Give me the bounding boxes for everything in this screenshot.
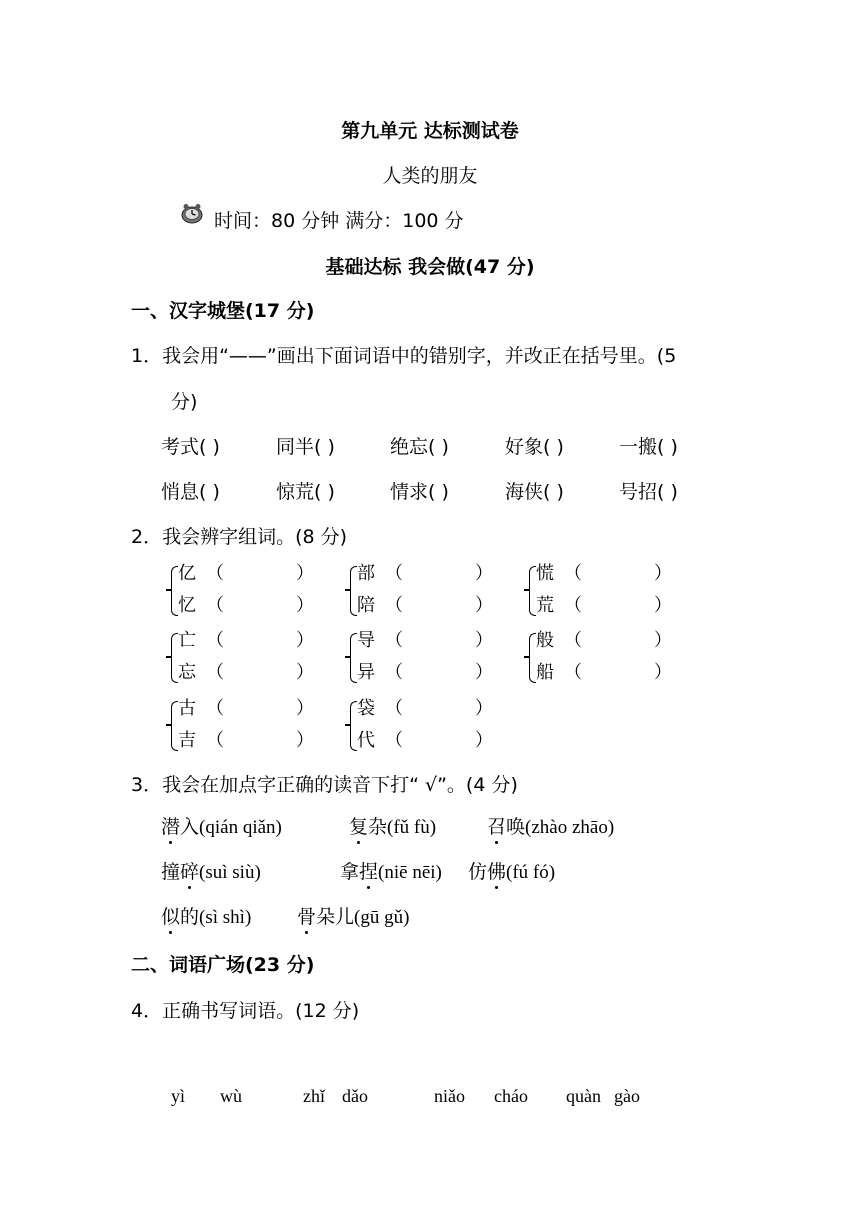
- pinyin-options: (suì siù): [199, 862, 261, 883]
- brace: [171, 701, 178, 751]
- correction-item[interactable]: 一搬( ): [619, 436, 678, 458]
- open-paren: （: [385, 595, 403, 616]
- pronunciation-item[interactable]: [487, 812, 614, 839]
- document-title: 第九单元 达标测试卷: [341, 120, 519, 142]
- pinyin-options: (qián qiǎn): [199, 817, 282, 838]
- correction-item[interactable]: 海侠( ): [505, 481, 564, 503]
- clock-icon: [180, 203, 204, 225]
- open-paren: （: [385, 563, 403, 584]
- answer-blank[interactable]: [385, 693, 493, 725]
- section-heading: 二、词语广场(23 分): [131, 954, 315, 976]
- character: 忘: [178, 662, 196, 683]
- word-prefix: 拿: [340, 861, 360, 883]
- answer-blank[interactable]: [564, 657, 672, 689]
- character: 部: [357, 563, 375, 584]
- word-pair-row[interactable]: [357, 725, 493, 757]
- dotted-character: 复: [349, 812, 368, 839]
- word-pair: [536, 625, 672, 689]
- word-pair-row[interactable]: [357, 693, 493, 725]
- dotted-character: 碎: [180, 857, 199, 884]
- close-paren: ）: [654, 662, 672, 683]
- pronunciation-item[interactable]: [161, 812, 282, 839]
- word-pair: [357, 693, 493, 757]
- answer-blank[interactable]: [385, 625, 493, 657]
- close-paren: ）: [475, 563, 493, 584]
- word-pair: [178, 625, 314, 689]
- correction-item[interactable]: 情求( ): [390, 481, 449, 503]
- word-prefix: 仿: [468, 861, 488, 883]
- character: 导: [357, 630, 375, 651]
- answer-blank[interactable]: [385, 657, 493, 689]
- answer-blank[interactable]: [206, 657, 314, 689]
- dotted-character: 骨: [297, 902, 316, 929]
- open-paren: （: [206, 630, 224, 651]
- open-paren: （: [206, 563, 224, 584]
- character: 代: [357, 730, 375, 751]
- answer-blank[interactable]: [206, 590, 314, 622]
- pinyin-syllable: niǎo: [434, 1086, 465, 1106]
- correction-item[interactable]: 好象( ): [505, 436, 564, 458]
- dotted-character: 似: [161, 902, 180, 929]
- pinyin-syllable: wù: [220, 1086, 242, 1106]
- open-paren: （: [385, 630, 403, 651]
- word-pair-row[interactable]: [178, 693, 314, 725]
- correction-item[interactable]: 惊荒( ): [276, 481, 335, 503]
- part-title: 基础达标 我会做(47 分): [325, 256, 535, 278]
- close-paren: ）: [475, 595, 493, 616]
- correction-item[interactable]: 悄息( ): [161, 481, 220, 503]
- word-pair-row[interactable]: [536, 558, 672, 590]
- close-paren: ）: [475, 630, 493, 651]
- section-heading: 一、汉字城堡(17 分): [131, 300, 315, 322]
- pinyin-syllable: dǎo: [342, 1086, 368, 1106]
- brace: [350, 701, 357, 751]
- brace: [529, 633, 536, 683]
- open-paren: （: [564, 630, 582, 651]
- word-pair-row[interactable]: [357, 657, 493, 689]
- open-paren: （: [564, 563, 582, 584]
- answer-blank[interactable]: [206, 625, 314, 657]
- answer-blank[interactable]: [206, 693, 314, 725]
- close-paren: ）: [475, 662, 493, 683]
- close-paren: ）: [475, 698, 493, 719]
- pinyin-syllable: quàn: [566, 1086, 601, 1106]
- character: 陪: [357, 595, 375, 616]
- close-paren: ）: [296, 630, 314, 651]
- word-pair-row[interactable]: [536, 590, 672, 622]
- word-suffix: 入: [180, 816, 200, 838]
- time-info: 时间：80 分钟 满分：100 分: [214, 210, 464, 232]
- character: 异: [357, 662, 375, 683]
- word-pair-row[interactable]: [178, 657, 314, 689]
- open-paren: （: [206, 595, 224, 616]
- brace: [350, 566, 357, 616]
- brace: [171, 566, 178, 616]
- dotted-character: 潜: [161, 812, 180, 839]
- correction-item[interactable]: 同半( ): [276, 436, 335, 458]
- word-prefix: 撞: [161, 861, 181, 883]
- answer-blank[interactable]: [564, 590, 672, 622]
- pinyin-syllable: cháo: [494, 1086, 528, 1106]
- word-pair-row[interactable]: [536, 625, 672, 657]
- open-paren: （: [564, 662, 582, 683]
- pinyin-options: (zhào zhāo): [525, 817, 615, 838]
- answer-blank[interactable]: [564, 625, 672, 657]
- word-pair-row[interactable]: [178, 725, 314, 757]
- open-paren: （: [385, 698, 403, 719]
- word-suffix: 唤: [506, 816, 526, 838]
- character: 般: [536, 630, 554, 651]
- character: 亿: [178, 563, 196, 584]
- word-pair: [357, 625, 493, 689]
- word-pair-row[interactable]: [178, 590, 314, 622]
- brace: [350, 633, 357, 683]
- pronunciation-item[interactable]: [340, 857, 442, 884]
- pronunciation-item[interactable]: [468, 857, 555, 884]
- dotted-character: 召: [487, 812, 506, 839]
- character: 吉: [178, 730, 196, 751]
- character: 荒: [536, 595, 554, 616]
- pinyin-syllable: zhǐ: [303, 1086, 325, 1106]
- open-paren: （: [206, 730, 224, 751]
- word-pair: [178, 693, 314, 757]
- character: 忆: [178, 595, 196, 616]
- pinyin-options: (fǔ fù): [387, 817, 437, 838]
- open-paren: （: [385, 730, 403, 751]
- open-paren: （: [206, 662, 224, 683]
- word-suffix: 杂: [368, 816, 388, 838]
- word-pair-row[interactable]: [178, 625, 314, 657]
- word-suffix: 朵儿: [316, 906, 355, 928]
- answer-blank[interactable]: [564, 558, 672, 590]
- open-paren: （: [385, 662, 403, 683]
- character: 袋: [357, 698, 375, 719]
- word-pair-row[interactable]: [536, 657, 672, 689]
- question-2-text: 2．我会辨字组词。(8 分): [131, 526, 348, 548]
- question-1-text-cont: 分): [171, 391, 198, 413]
- character: 慌: [536, 563, 554, 584]
- pinyin-options: (sì shì): [199, 907, 252, 928]
- pronunciation-item[interactable]: [161, 857, 261, 884]
- correction-item[interactable]: 号招( ): [619, 481, 678, 503]
- open-paren: （: [206, 698, 224, 719]
- word-pair: [178, 558, 314, 622]
- question-1-text: 1．我会用“——”画出下面词语中的错别字，并改正在括号里。(5: [131, 345, 677, 367]
- pinyin-options: (fú fó): [506, 862, 556, 883]
- pronunciation-item[interactable]: [297, 902, 409, 929]
- answer-blank[interactable]: [206, 725, 314, 757]
- close-paren: ）: [475, 730, 493, 751]
- word-pair-row[interactable]: [357, 590, 493, 622]
- word-pair-row[interactable]: [357, 625, 493, 657]
- character: 亡: [178, 630, 196, 651]
- word-pair-row[interactable]: [178, 558, 314, 590]
- answer-blank[interactable]: [385, 725, 493, 757]
- word-pair: [357, 558, 493, 622]
- pinyin-options: (niē nēi): [378, 862, 442, 883]
- pinyin-syllable: yì: [171, 1086, 186, 1106]
- pronunciation-item[interactable]: [349, 812, 436, 839]
- pinyin-syllable: gào: [614, 1086, 640, 1106]
- character: 船: [536, 662, 554, 683]
- close-paren: ）: [296, 730, 314, 751]
- close-paren: ）: [654, 563, 672, 584]
- close-paren: ）: [654, 595, 672, 616]
- brace: [529, 566, 536, 616]
- close-paren: ）: [654, 630, 672, 651]
- question-4-text: 4．正确书写词语。(12 分): [131, 1000, 360, 1022]
- word-pair-row[interactable]: [357, 558, 493, 590]
- correction-item[interactable]: 考式( ): [161, 436, 220, 458]
- dotted-character: 捏: [359, 857, 378, 884]
- pinyin-options: (gū gǔ): [354, 907, 410, 928]
- question-3-text: 3．我会在加点字正确的读音下打“ √”。(4 分): [131, 774, 518, 796]
- brace: [171, 633, 178, 683]
- word-suffix: 的: [180, 906, 200, 928]
- document-subtitle: 人类的朋友: [382, 165, 478, 187]
- answer-blank[interactable]: [206, 558, 314, 590]
- close-paren: ）: [296, 662, 314, 683]
- correction-item[interactable]: 绝忘( ): [390, 436, 449, 458]
- character: 古: [178, 698, 196, 719]
- pronunciation-item[interactable]: [161, 902, 251, 929]
- word-pair: [536, 558, 672, 622]
- dotted-character: 佛: [487, 857, 506, 884]
- close-paren: ）: [296, 698, 314, 719]
- answer-blank[interactable]: [385, 558, 493, 590]
- close-paren: ）: [296, 595, 314, 616]
- close-paren: ）: [296, 563, 314, 584]
- open-paren: （: [564, 595, 582, 616]
- answer-blank[interactable]: [385, 590, 493, 622]
